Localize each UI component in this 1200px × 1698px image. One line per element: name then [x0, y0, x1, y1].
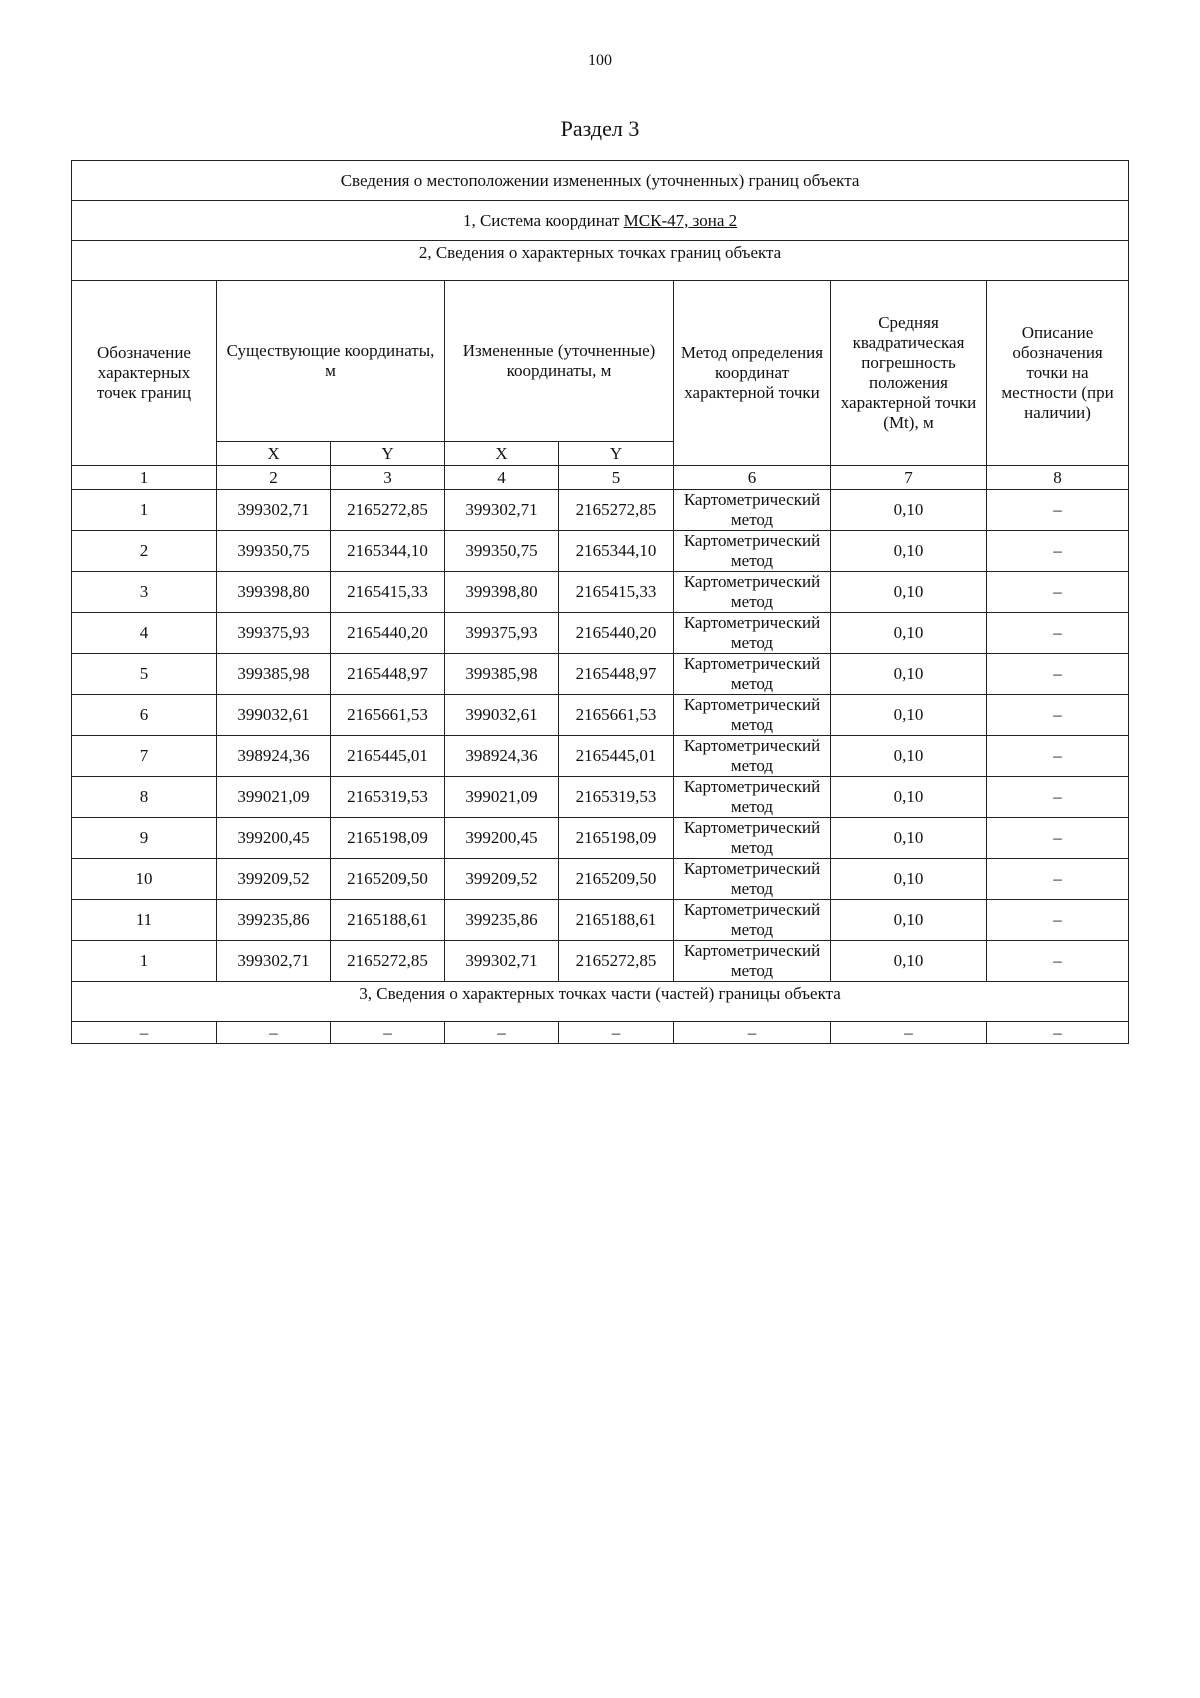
existing-x-cell: 399375,93: [217, 613, 331, 654]
parts-data-row: [72, 1022, 1129, 1044]
changed-y-cell: 2165440,20: [559, 613, 674, 654]
changed-y-cell: 2165661,53: [559, 695, 674, 736]
existing-y-cell: 2165415,33: [331, 572, 445, 613]
description-cell: –: [987, 695, 1129, 736]
point-number-cell: 10: [72, 859, 217, 900]
existing-x-cell: 399398,80: [217, 572, 331, 613]
changed-y-cell: 2165448,97: [559, 654, 674, 695]
column-number: 7: [831, 466, 987, 490]
method-cell: Картометрический метод: [674, 900, 831, 941]
column-number: 3: [331, 466, 445, 490]
point-number-cell: 9: [72, 818, 217, 859]
existing-x-cell: 399032,61: [217, 695, 331, 736]
method-cell: Картометрический метод: [674, 572, 831, 613]
method-cell: Картометрический метод: [674, 613, 831, 654]
description-cell: –: [987, 613, 1129, 654]
header-description: Описание обозначения точки на местности (при наличии): [987, 281, 1129, 466]
table-row: [72, 941, 1129, 982]
column-number: 4: [445, 466, 559, 490]
point-number-cell: 8: [72, 777, 217, 818]
changed-x-cell: 399398,80: [445, 572, 559, 613]
point-number-cell: 4: [72, 613, 217, 654]
method-cell: Картометрический метод: [674, 818, 831, 859]
table-row: [72, 900, 1129, 941]
description-cell: –: [987, 736, 1129, 777]
table-row: [72, 654, 1129, 695]
existing-y-cell: 2165272,85: [331, 490, 445, 531]
point-number-cell: 1: [72, 490, 217, 531]
coord-system-value: МСК-47, зона 2: [623, 210, 738, 230]
header-row: [72, 281, 1129, 442]
point-number-cell: 1: [72, 941, 217, 982]
existing-y-cell: 2165319,53: [331, 777, 445, 818]
table-row: [72, 695, 1129, 736]
point-number-cell: 6: [72, 695, 217, 736]
changed-y-cell: 2165272,85: [559, 490, 674, 531]
existing-x-cell: 399302,71: [217, 941, 331, 982]
header-existing-coordinates: Существующие координаты, м: [217, 281, 445, 442]
changed-y-cell: 2165415,33: [559, 572, 674, 613]
coord-system-row: [72, 201, 1129, 241]
existing-x-cell: 399350,75: [217, 531, 331, 572]
table-title: Сведения о местоположении измененных (уточненных) границ объекта: [72, 161, 1129, 201]
point-number-cell: 3: [72, 572, 217, 613]
error-cell: 0,10: [831, 613, 987, 654]
changed-x-cell: 399032,61: [445, 695, 559, 736]
error-cell: 0,10: [831, 572, 987, 613]
description-cell: –: [987, 572, 1129, 613]
method-cell: Картометрический метод: [674, 941, 831, 982]
table-title-row: [72, 161, 1129, 201]
existing-x-cell: 399200,45: [217, 818, 331, 859]
error-cell: 0,10: [831, 736, 987, 777]
changed-x-cell: 399385,98: [445, 654, 559, 695]
description-cell: –: [987, 654, 1129, 695]
header-existing-x: X: [217, 442, 331, 466]
method-cell: Картометрический метод: [674, 531, 831, 572]
changed-y-cell: 2165272,85: [559, 941, 674, 982]
column-number: 2: [217, 466, 331, 490]
column-number: 6: [674, 466, 831, 490]
description-cell: –: [987, 941, 1129, 982]
method-cell: Картометрический метод: [674, 490, 831, 531]
changed-x-cell: 399375,93: [445, 613, 559, 654]
existing-x-cell: 399021,09: [217, 777, 331, 818]
method-cell: Картометрический метод: [674, 695, 831, 736]
point-number-cell: 2: [72, 531, 217, 572]
points-section-label: 2, Сведения о характерных точках границ объекта: [72, 241, 1129, 281]
description-cell: –: [987, 900, 1129, 941]
point-number-cell: 7: [72, 736, 217, 777]
changed-y-cell: 2165319,53: [559, 777, 674, 818]
existing-y-cell: 2165440,20: [331, 613, 445, 654]
changed-y-cell: 2165445,01: [559, 736, 674, 777]
existing-y-cell: 2165209,50: [331, 859, 445, 900]
existing-y-cell: 2165272,85: [331, 941, 445, 982]
changed-y-cell: 2165344,10: [559, 531, 674, 572]
changed-x-cell: 399209,52: [445, 859, 559, 900]
description-cell: –: [987, 531, 1129, 572]
error-cell: 0,10: [831, 531, 987, 572]
parts-cell: –: [674, 1022, 831, 1044]
parts-section-label: 3, Сведения о характерных точках части (частей) границы объекта: [72, 982, 1129, 1022]
header-error: Средняя квадратическая погрешность положения характерной точки (Mt), м: [831, 281, 987, 466]
existing-y-cell: 2165448,97: [331, 654, 445, 695]
changed-x-cell: 398924,36: [445, 736, 559, 777]
column-number: 1: [72, 466, 217, 490]
existing-y-cell: 2165445,01: [331, 736, 445, 777]
error-cell: 0,10: [831, 490, 987, 531]
parts-cell: –: [217, 1022, 331, 1044]
column-number: 8: [987, 466, 1129, 490]
table-row: [72, 777, 1129, 818]
existing-y-cell: 2165198,09: [331, 818, 445, 859]
parts-cell: –: [559, 1022, 674, 1044]
error-cell: 0,10: [831, 941, 987, 982]
page-number: 100: [588, 52, 612, 69]
description-cell: –: [987, 859, 1129, 900]
header-changed-coordinates: Измененные (уточненные) координаты, м: [445, 281, 674, 442]
description-cell: –: [987, 490, 1129, 531]
error-cell: 0,10: [831, 695, 987, 736]
point-number-cell: 11: [72, 900, 217, 941]
parts-cell: –: [987, 1022, 1129, 1044]
description-cell: –: [987, 818, 1129, 859]
coord-system-label: 1, Система координат: [462, 210, 620, 230]
coord-system-cell: [72, 201, 1129, 241]
header-method: Метод определения координат характерной точки: [674, 281, 831, 466]
existing-x-cell: 398924,36: [217, 736, 331, 777]
error-cell: 0,10: [831, 777, 987, 818]
method-cell: Картометрический метод: [674, 736, 831, 777]
existing-x-cell: 399385,98: [217, 654, 331, 695]
existing-x-cell: 399302,71: [217, 490, 331, 531]
method-cell: Картометрический метод: [674, 859, 831, 900]
description-cell: –: [987, 777, 1129, 818]
changed-x-cell: 399302,71: [445, 490, 559, 531]
table-row: [72, 859, 1129, 900]
error-cell: 0,10: [831, 859, 987, 900]
header-existing-y: Y: [331, 442, 445, 466]
method-cell: Картометрический метод: [674, 777, 831, 818]
header-changed-y: Y: [559, 442, 674, 466]
changed-y-cell: 2165198,09: [559, 818, 674, 859]
changed-x-cell: 399200,45: [445, 818, 559, 859]
existing-x-cell: 399235,86: [217, 900, 331, 941]
table-row: [72, 572, 1129, 613]
existing-y-cell: 2165661,53: [331, 695, 445, 736]
section-title: Раздел 3: [560, 116, 640, 141]
parts-cell: –: [331, 1022, 445, 1044]
error-cell: 0,10: [831, 654, 987, 695]
parts-cell: –: [72, 1022, 217, 1044]
table-row: [72, 818, 1129, 859]
changed-x-cell: 399021,09: [445, 777, 559, 818]
parts-cell: –: [831, 1022, 987, 1044]
changed-x-cell: 399350,75: [445, 531, 559, 572]
existing-x-cell: 399209,52: [217, 859, 331, 900]
error-cell: 0,10: [831, 900, 987, 941]
header-changed-x: X: [445, 442, 559, 466]
boundary-table: [71, 160, 1129, 1044]
parts-cell: –: [445, 1022, 559, 1044]
header-designation: Обозначение характерных точек границ: [72, 281, 217, 466]
points-section-row: [72, 241, 1129, 281]
changed-y-cell: 2165209,50: [559, 859, 674, 900]
changed-x-cell: 399235,86: [445, 900, 559, 941]
method-cell: Картометрический метод: [674, 654, 831, 695]
existing-y-cell: 2165188,61: [331, 900, 445, 941]
table-row: [72, 531, 1129, 572]
point-number-cell: 5: [72, 654, 217, 695]
parts-section-row: [72, 982, 1129, 1022]
changed-x-cell: 399302,71: [445, 941, 559, 982]
column-number: 5: [559, 466, 674, 490]
error-cell: 0,10: [831, 818, 987, 859]
column-number-row: [72, 466, 1129, 490]
existing-y-cell: 2165344,10: [331, 531, 445, 572]
table-row: [72, 490, 1129, 531]
changed-y-cell: 2165188,61: [559, 900, 674, 941]
table-row: [72, 613, 1129, 654]
table-row: [72, 736, 1129, 777]
